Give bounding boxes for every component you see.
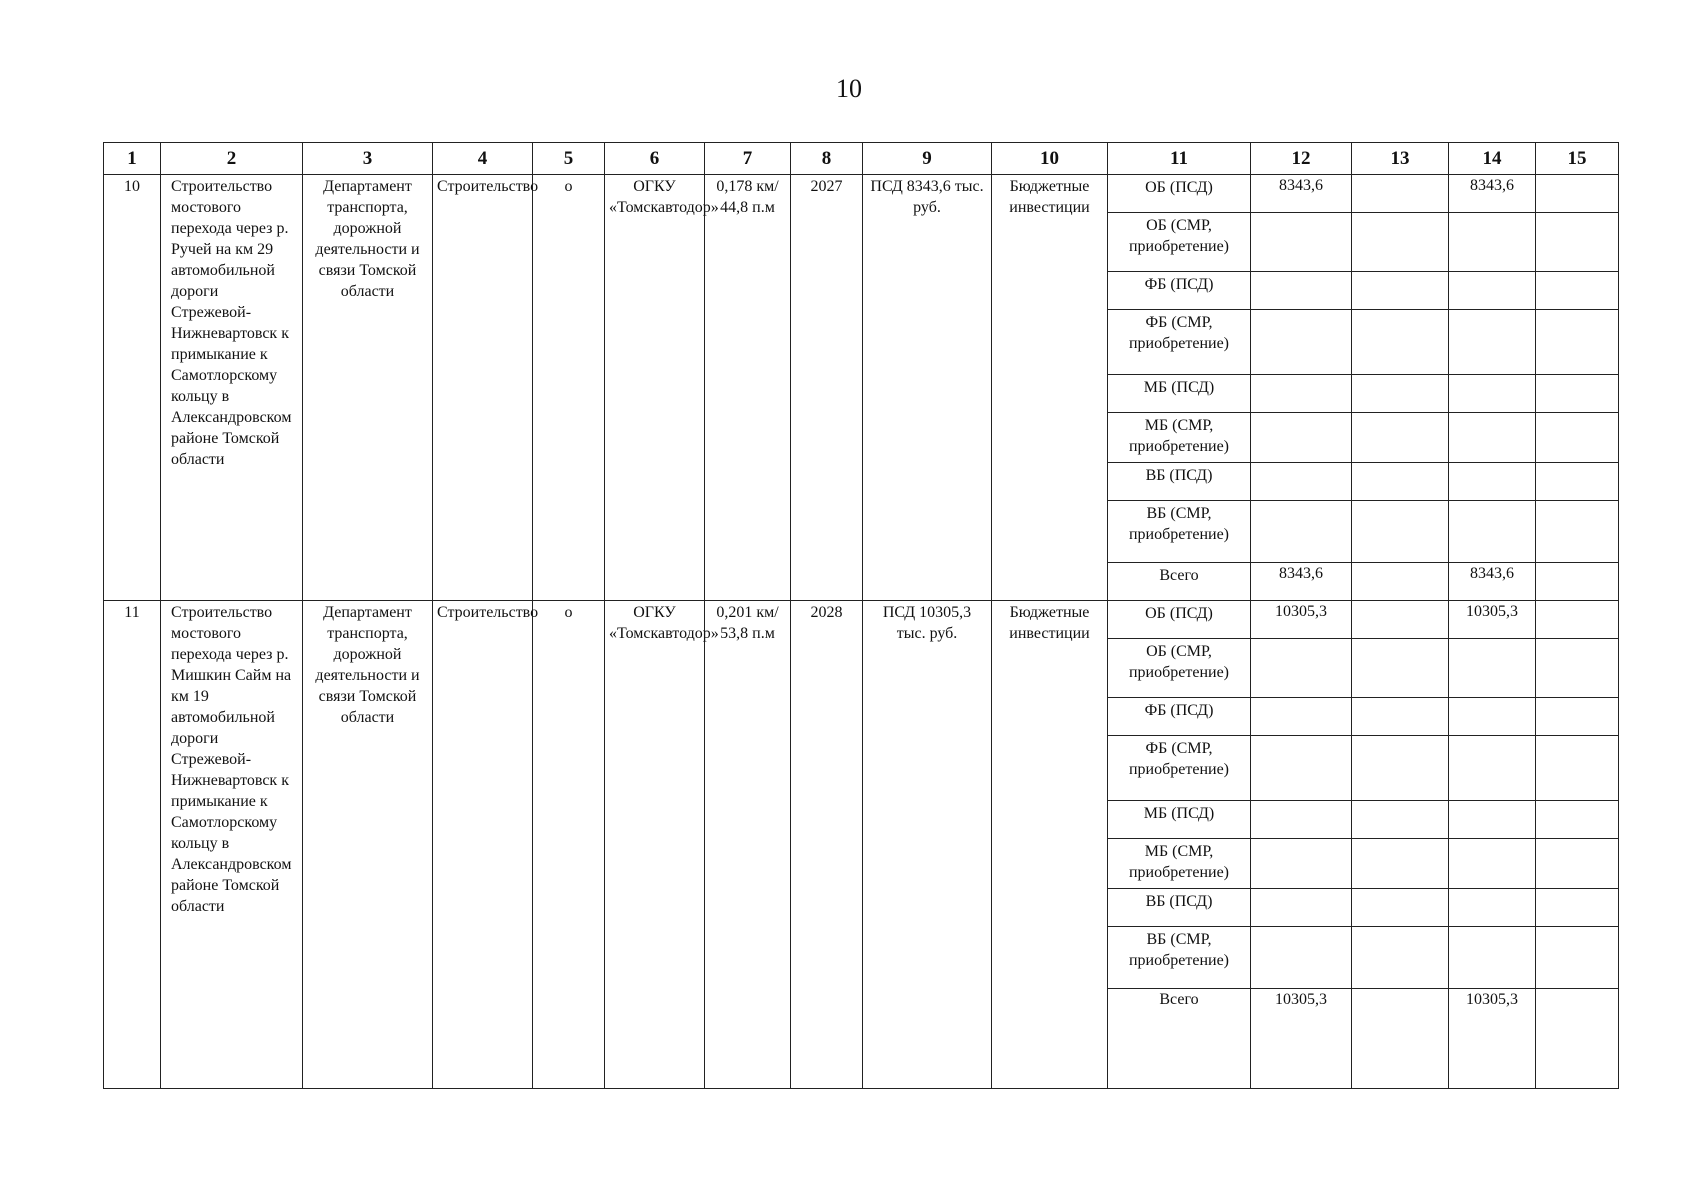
value-cell (1352, 272, 1449, 310)
column-number-row (104, 143, 1619, 175)
value-cell (1536, 501, 1619, 563)
value-cell (1251, 375, 1352, 413)
column-number: 1 (104, 143, 161, 175)
value-cell (1352, 889, 1449, 927)
column-number: 4 (433, 143, 533, 175)
funding-source: МБ (СМР, приобретение) (1108, 839, 1251, 889)
page-number: 10 (836, 74, 862, 103)
value-cell (1352, 698, 1449, 736)
value-cell (1449, 272, 1536, 310)
project-capacity: 0,178 км/ 44,8 п.м (705, 175, 791, 601)
column-number: 10 (992, 143, 1108, 175)
value-cell (1536, 698, 1619, 736)
project-year: 2028 (791, 601, 863, 1089)
funding-source: ВБ (ПСД) (1108, 463, 1251, 501)
project-year: 2027 (791, 175, 863, 601)
value-cell (1251, 463, 1352, 501)
value-cell (1536, 375, 1619, 413)
value-cell (1536, 801, 1619, 839)
total-value (1352, 563, 1449, 601)
value-cell (1536, 736, 1619, 801)
value-cell (1352, 839, 1449, 889)
column-number: 12 (1251, 143, 1352, 175)
value-cell (1536, 272, 1619, 310)
value-cell (1449, 698, 1536, 736)
column-number: 6 (605, 143, 705, 175)
value-cell (1251, 501, 1352, 563)
funding-source: МБ (ПСД) (1108, 801, 1251, 839)
total-label: Всего (1108, 563, 1251, 601)
project-form: Бюджетные инвестиции (992, 601, 1108, 1089)
project-number: 11 (104, 601, 161, 1089)
value-cell (1536, 310, 1619, 375)
funding-source: ФБ (ПСД) (1108, 272, 1251, 310)
funding-source: ОБ (СМР, приобретение) (1108, 213, 1251, 272)
value-cell (1251, 310, 1352, 375)
value-cell (1352, 801, 1449, 839)
value-cell (1251, 927, 1352, 989)
value-cell (1352, 601, 1449, 639)
value-cell (1449, 375, 1536, 413)
column-number: 2 (161, 143, 303, 175)
funding-source: ВБ (СМР, приобретение) (1108, 927, 1251, 989)
value-cell (1536, 839, 1619, 889)
funding-source: ОБ (СМР, приобретение) (1108, 639, 1251, 698)
value-cell: 10305,3 (1251, 601, 1352, 639)
column-number: 11 (1108, 143, 1251, 175)
total-label: Всего (1108, 989, 1251, 1089)
funding-source: ОБ (ПСД) (1108, 601, 1251, 639)
value-cell (1251, 413, 1352, 463)
table-row (104, 601, 1619, 639)
total-value (1536, 563, 1619, 601)
value-cell: 8343,6 (1251, 175, 1352, 213)
value-cell: 10305,3 (1449, 601, 1536, 639)
value-cell (1536, 213, 1619, 272)
value-cell (1449, 801, 1536, 839)
funding-source: ФБ (СМР, приобретение) (1108, 310, 1251, 375)
project-form: Бюджетные инвестиции (992, 175, 1108, 601)
column-number: 9 (863, 143, 992, 175)
value-cell (1352, 375, 1449, 413)
project-estimate: ПСД 10305,3 тыс. руб. (863, 601, 992, 1089)
value-cell (1536, 639, 1619, 698)
value-cell (1536, 927, 1619, 989)
total-value: 8343,6 (1449, 563, 1536, 601)
project-capacity: 0,201 км/ 53,8 п.м (705, 601, 791, 1089)
project-customer: ОГКУ «Томскавтодор» (605, 175, 705, 601)
value-cell (1449, 839, 1536, 889)
value-cell (1536, 463, 1619, 501)
value-cell (1251, 698, 1352, 736)
value-cell (1536, 413, 1619, 463)
project-customer: ОГКУ «Томскавтодор» (605, 601, 705, 1089)
project-col5: о (533, 175, 605, 601)
column-number: 15 (1536, 143, 1619, 175)
value-cell (1449, 927, 1536, 989)
value-cell (1449, 639, 1536, 698)
total-value (1536, 989, 1619, 1089)
value-cell (1352, 413, 1449, 463)
value-cell (1536, 601, 1619, 639)
table-row (104, 175, 1619, 213)
value-cell (1449, 310, 1536, 375)
project-department: Департамент транспорта, дорожной деятельности и связи Томской области (303, 601, 433, 1089)
column-number: 5 (533, 143, 605, 175)
project-col5: о (533, 601, 605, 1089)
project-type: Строительство (433, 175, 533, 601)
project-name: Строительство мостового перехода через р. Ручей на км 29 автомобильной дороги Стрежевой-Нижневартовск к примыкание к Самотлорскому кольцу в Александровском районе Томской области (161, 175, 303, 601)
value-cell (1449, 213, 1536, 272)
value-cell (1536, 889, 1619, 927)
funding-source: ВБ (СМР, приобретение) (1108, 501, 1251, 563)
value-cell (1352, 310, 1449, 375)
column-number: 14 (1449, 143, 1536, 175)
value-cell (1449, 413, 1536, 463)
project-name: Строительство мостового перехода через р. Мишкин Сайм на км 19 автомобильной дороги Стрежевой-Нижневартовск к примыкание к Самотлорскому кольцу в Александровском районе Томской области (161, 601, 303, 1089)
project-number: 10 (104, 175, 161, 601)
value-cell (1449, 463, 1536, 501)
funding-source: МБ (СМР, приобретение) (1108, 413, 1251, 463)
value-cell (1251, 213, 1352, 272)
value-cell (1352, 639, 1449, 698)
investment-table (103, 142, 1619, 1089)
total-value: 10305,3 (1449, 989, 1536, 1089)
total-value: 10305,3 (1251, 989, 1352, 1089)
project-type: Строительство (433, 601, 533, 1089)
value-cell (1449, 736, 1536, 801)
value-cell (1352, 463, 1449, 501)
value-cell (1449, 889, 1536, 927)
column-number: 13 (1352, 143, 1449, 175)
funding-source: ФБ (СМР, приобретение) (1108, 736, 1251, 801)
value-cell (1352, 927, 1449, 989)
value-cell (1251, 639, 1352, 698)
value-cell (1352, 213, 1449, 272)
value-cell (1536, 175, 1619, 213)
total-value: 8343,6 (1251, 563, 1352, 601)
value-cell (1352, 175, 1449, 213)
project-department: Департамент транспорта, дорожной деятельности и связи Томской области (303, 175, 433, 601)
total-value (1352, 989, 1449, 1089)
value-cell (1352, 501, 1449, 563)
value-cell (1251, 839, 1352, 889)
column-number: 3 (303, 143, 433, 175)
value-cell (1352, 736, 1449, 801)
project-estimate: ПСД 8343,6 тыс. руб. (863, 175, 992, 601)
column-number: 8 (791, 143, 863, 175)
value-cell: 8343,6 (1449, 175, 1536, 213)
value-cell (1251, 801, 1352, 839)
funding-source: ФБ (ПСД) (1108, 698, 1251, 736)
funding-source: МБ (ПСД) (1108, 375, 1251, 413)
value-cell (1251, 889, 1352, 927)
value-cell (1251, 736, 1352, 801)
funding-source: ОБ (ПСД) (1108, 175, 1251, 213)
value-cell (1449, 501, 1536, 563)
funding-source: ВБ (ПСД) (1108, 889, 1251, 927)
value-cell (1251, 272, 1352, 310)
column-number: 7 (705, 143, 791, 175)
